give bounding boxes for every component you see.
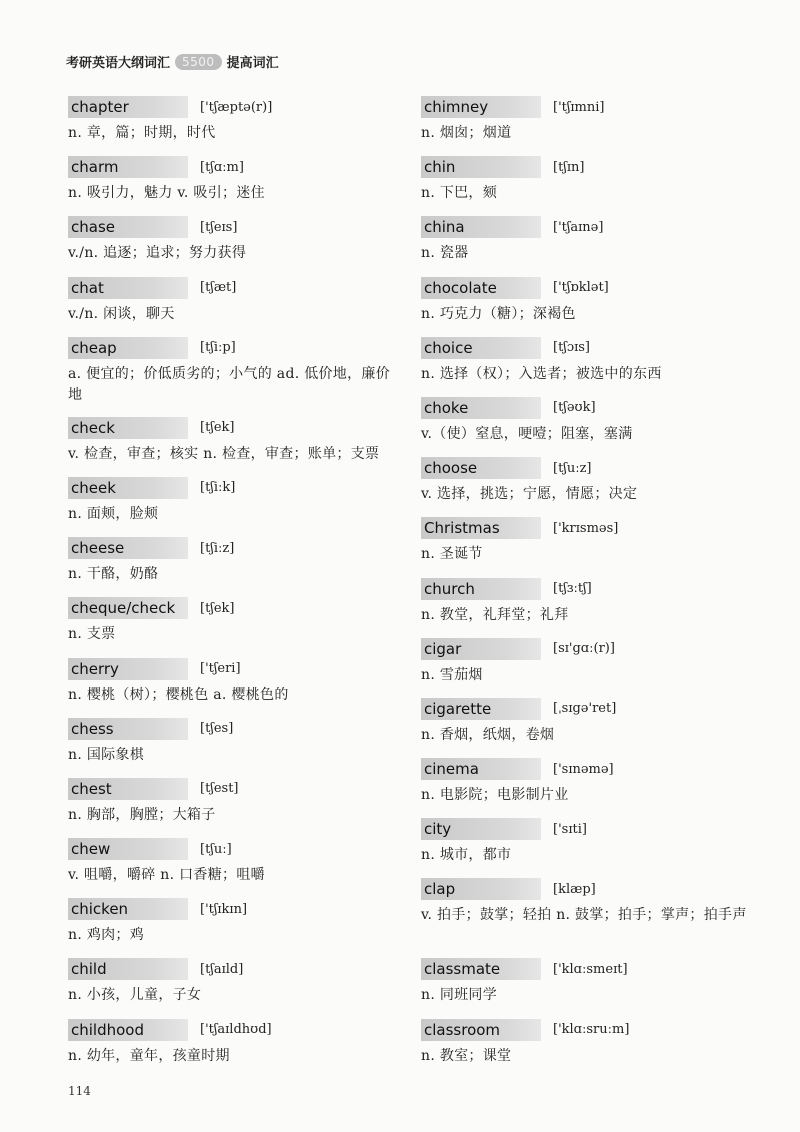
vocab-entry [68,476,394,536]
definition: n. 章，篇；时期，时代 [68,125,216,141]
entry-head [68,95,394,119]
definition: n. 雪茄烟 [421,666,483,683]
definition: n. 城市，都市 [421,847,512,864]
definition: n. 圣诞节 [421,546,483,563]
headword: china [421,216,541,238]
vocab-entry [421,516,751,576]
entry-head [421,215,751,239]
phonetic: [tʃəʊk] [553,400,596,416]
definition: n. 巧克力（糖）；深褐色 [421,305,576,322]
headword: child [68,958,188,980]
headword: chess [68,718,188,740]
headword: choke [421,397,541,419]
entry-head [421,456,751,480]
vocab-entry [68,276,394,336]
headword: chicken [68,898,188,920]
phonetic: ['tʃaɪldhʊd] [200,1022,272,1038]
entry-head [421,155,751,179]
entry-head [68,476,394,500]
entry-head [68,717,394,741]
phonetic: [tʃiːk] [200,480,236,496]
vocab-entry [68,897,394,957]
phonetic: [tʃɜːtʃ] [553,581,592,596]
vocab-entry [68,596,394,656]
phonetic: [tʃuːz] [553,460,592,476]
vocab-entry [421,1018,751,1078]
definition: v./n. 追逐；追求；努力获得 [68,245,247,262]
phonetic: [tʃek] [200,420,235,436]
phonetic: ['sɪnəmə] [553,761,614,777]
entry-head [68,215,394,239]
entry-head [68,1018,394,1042]
definition: n. 电影院；电影制片业 [421,787,569,804]
right-column [421,95,751,1078]
headword: classroom [421,1019,541,1041]
definition: n. 鸡肉；鸡 [68,927,145,944]
vocab-entry [421,637,751,697]
header-badge: 5500 [175,54,222,70]
phonetic: [tʃeɪs] [200,219,238,235]
vocab-entry [421,577,751,637]
entry-head [68,416,394,440]
vocab-entry [421,877,751,957]
page-number: 114 [68,1084,91,1098]
vocab-entry [421,215,751,275]
definition: n. 烟囱；烟道 [421,125,512,141]
phonetic: [klæp] [553,881,596,897]
phonetic: [tʃɪn] [553,159,585,175]
phonetic: ['tʃɒklət] [553,280,609,296]
definition: n. 教堂，礼拜堂；礼拜 [421,606,569,623]
phonetic: ['sɪti] [553,821,587,837]
page-header [66,52,279,71]
vocab-entry [68,215,394,275]
phonetic: [tʃiːp] [200,340,236,356]
phonetic: ['klɑːsruːm] [553,1022,630,1038]
definition: n. 面颊，脸颊 [68,505,159,522]
headword: choose [421,457,541,479]
entry-head [421,577,751,601]
definition: v.（使）窒息，哽噎；阻塞，塞满 [421,425,633,442]
phonetic: ['krɪsməs] [553,520,619,536]
vocab-entry [421,155,751,215]
vocab-entry [421,757,751,817]
phonetic: [ˌsɪgə'ret] [553,701,617,717]
headword: cheek [68,477,188,499]
entry-head [421,516,751,540]
entry-head [421,957,751,981]
phonetic: [tʃiːz] [200,540,235,556]
definition: n. 支票 [68,626,116,643]
entry-head [421,336,751,360]
headword: city [421,818,541,840]
headword: chest [68,778,188,800]
phonetic: ['tʃeri] [200,661,241,676]
entry-head [68,596,394,620]
definition: v. 拍手；鼓掌；轻拍 n. 鼓掌；拍手；掌声；拍手声 [421,907,747,924]
left-column [68,95,394,1078]
entry-head [421,1018,751,1042]
vocab-entry [68,336,394,416]
vocab-entry [68,837,394,897]
phonetic: [tʃɔɪs] [553,340,591,356]
headword: cheese [68,537,188,559]
definition: n. 干酪，奶酪 [68,566,159,583]
headword: chew [68,838,188,860]
headword: cinema [421,758,541,780]
definition: v./n. 闲谈，聊天 [68,305,175,322]
headword: chimney [421,96,541,118]
phonetic: [tʃek] [200,600,235,616]
definition: n. 选择（权）；入选者；被选中的东西 [421,365,662,382]
headword: choice [421,337,541,359]
definition: n. 香烟，纸烟，卷烟 [421,726,555,743]
definition: v. 检查，审查；核实 n. 检查，审查；账单；支票 [68,445,380,462]
entry-head [421,276,751,300]
entry-head [421,95,751,119]
definition: n. 胸部，胸膛；大箱子 [68,806,216,823]
phonetic: ['tʃɪmni] [553,99,605,115]
entry-head [421,757,751,781]
headword: chapter [68,96,188,118]
vocab-entry [68,95,394,155]
entry-head [421,877,751,901]
vocab-entry [68,416,394,476]
definition: n. 下巴，颏 [421,185,498,202]
definition: v. 咀嚼，嚼碎 n. 口香糖；咀嚼 [68,867,265,884]
headword: clap [421,878,541,900]
header-title-left: 考研英语大纲词汇 [66,56,171,71]
headword: cigarette [421,698,541,720]
headword: chin [421,156,541,178]
headword: chase [68,216,188,238]
headword: classmate [421,958,541,980]
definition: n. 教室；课堂 [421,1047,512,1064]
vocab-entry [421,336,751,396]
vocab-entry [421,817,751,877]
phonetic: [tʃɑːm] [200,159,244,175]
definition: n. 幼年，童年，孩童时期 [68,1047,230,1064]
vocab-entry [421,276,751,336]
phonetic: [sɪ'gɑː(r)] [553,641,615,657]
vocab-entry [68,777,394,837]
headword: childhood [68,1019,188,1041]
header-title-right: 提高词汇 [226,56,279,71]
headword: cheap [68,337,188,359]
entry-head [68,657,394,681]
phonetic: [tʃæt] [200,280,237,296]
headword: charm [68,156,188,178]
phonetic: ['tʃaɪnə] [553,219,604,235]
vocab-entry [421,456,751,516]
headword: cigar [421,638,541,660]
definition: n. 同班同学 [421,987,498,1004]
entry-head [68,276,394,300]
headword: check [68,417,188,439]
entry-head [68,957,394,981]
vocab-entry [68,155,394,215]
vocab-entry [68,957,394,1017]
headword: cherry [68,658,188,680]
definition: a. 便宜的；价低质劣的；小气的 ad. 低价地，廉价地 [68,365,391,403]
entry-head [421,697,751,721]
definition: n. 瓷器 [421,245,469,262]
headword: church [421,578,541,600]
entry-head [421,396,751,420]
entry-head [68,837,394,861]
entry-head [68,897,394,921]
phonetic: ['tʃæptə(r)] [200,99,273,115]
vocab-entry [68,536,394,596]
phonetic: [tʃuː] [200,841,232,857]
vocab-entry [421,957,751,1017]
phonetic: [tʃaɪld] [200,961,244,977]
definition: n. 国际象棋 [68,746,145,763]
phonetic: ['tʃɪkɪn] [200,901,248,917]
definition: n. 小孩，儿童，子女 [68,987,202,1004]
vocab-entry [68,657,394,717]
entry-head [421,637,751,661]
headword: Christmas [421,517,541,539]
headword: chocolate [421,277,541,299]
phonetic: [tʃest] [200,781,239,797]
definition: n. 樱桃（树）；樱桃色 a. 樱桃色的 [68,686,289,703]
headword: chat [68,277,188,299]
entry-head [68,155,394,179]
entry-head [68,336,394,360]
vocab-entry [68,1018,394,1078]
headword: cheque/check [68,597,188,619]
vocab-entry [421,396,751,456]
definition: v. 选择，挑选；宁愿，情愿；决定 [421,486,638,503]
entry-head [68,536,394,560]
phonetic: [tʃes] [200,721,234,737]
vocab-entry [421,697,751,757]
vocab-entry [421,95,751,155]
entry-head [68,777,394,801]
phonetic: ['klɑːsmeɪt] [553,961,628,977]
entry-head [421,817,751,841]
vocab-entry [68,717,394,777]
definition: n. 吸引力，魅力 v. 吸引；迷住 [68,185,265,202]
